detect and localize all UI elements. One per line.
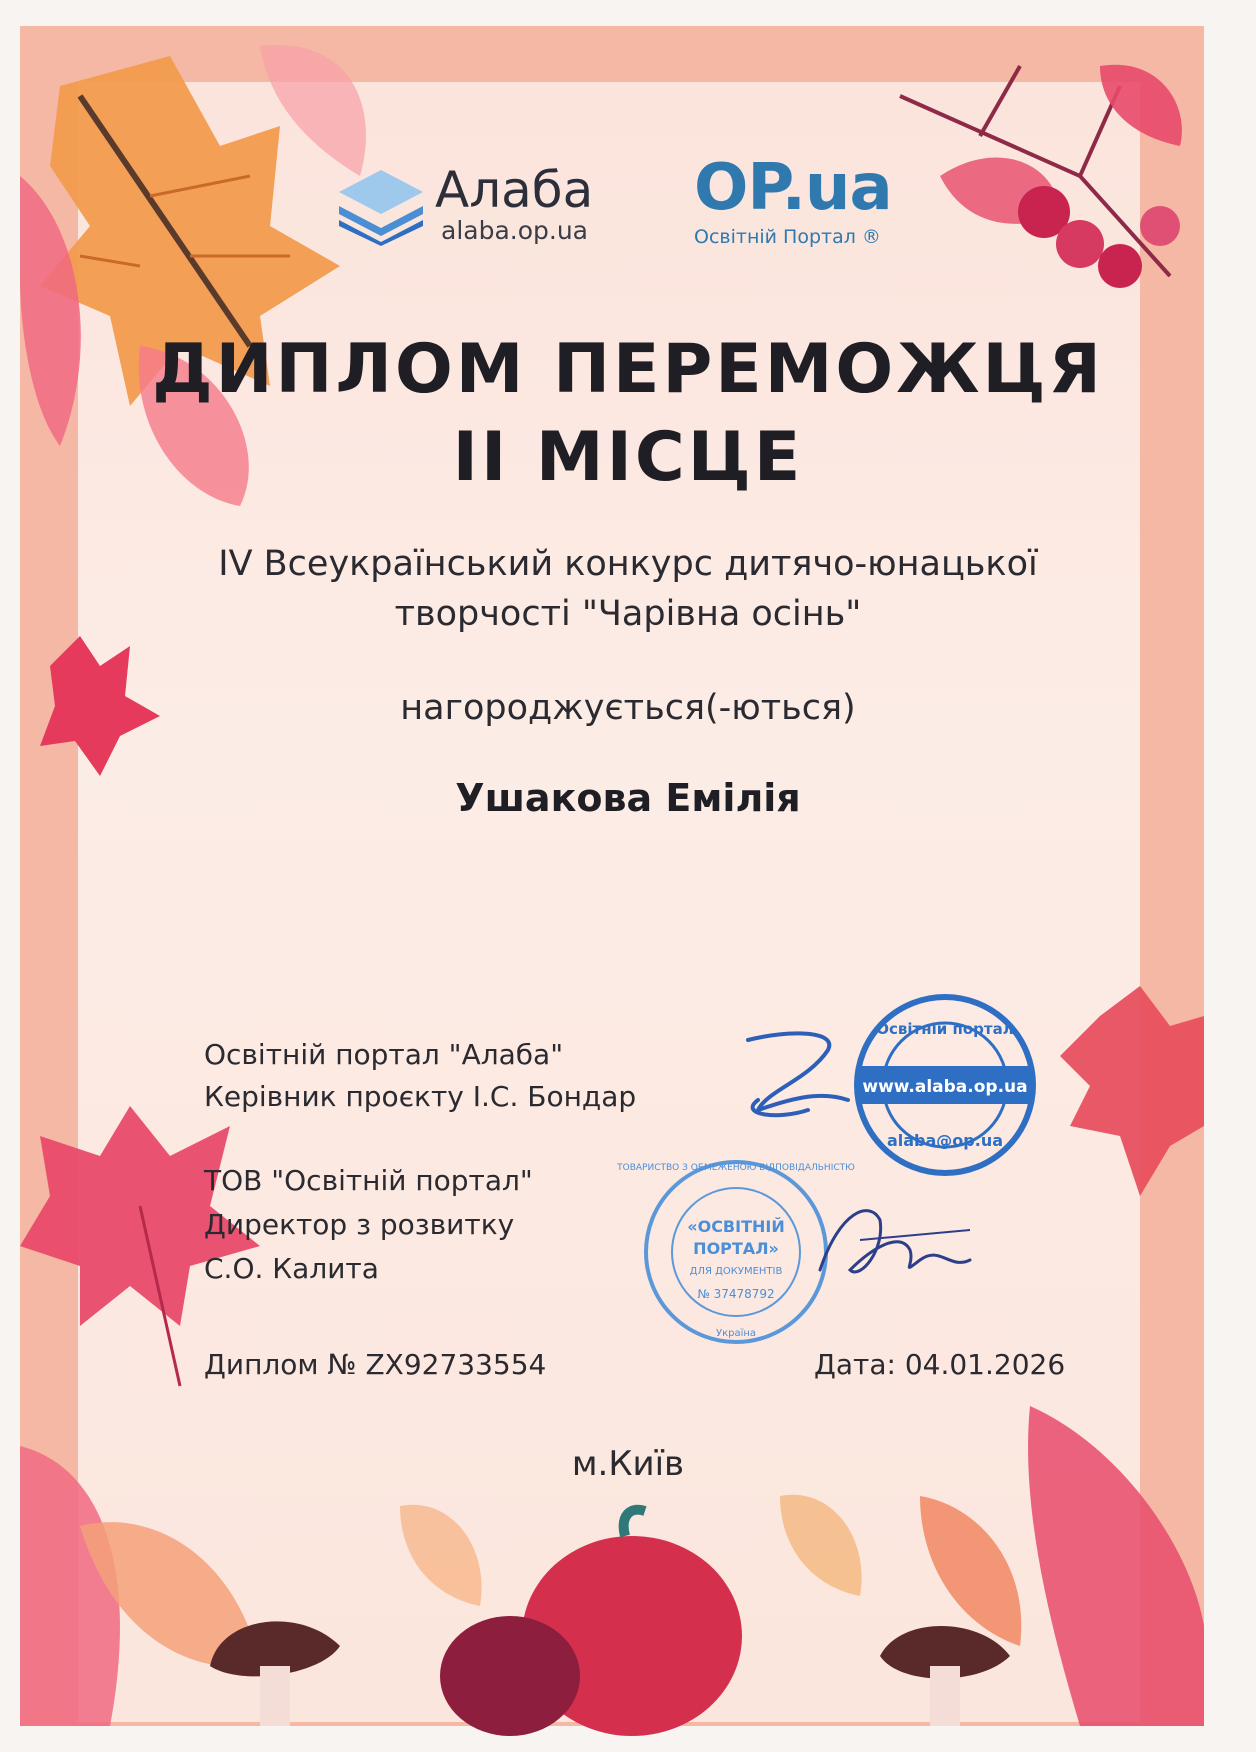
award-text: нагороджується(-ються) — [400, 688, 856, 728]
city: м.Київ — [571, 1444, 685, 1484]
stamp2-code: № 37478792 — [697, 1287, 775, 1301]
stamp2-center-3: ДЛЯ ДОКУМЕНТІВ — [689, 1266, 783, 1277]
berry-branch-icon — [900, 65, 1182, 288]
place-title: II МІСЦЕ — [452, 418, 804, 497]
layers-icon — [333, 166, 429, 246]
stamp1-top: Освітній портал — [876, 1020, 1014, 1038]
alaba-logo — [333, 160, 623, 250]
contest-line-2: творчості "Чарівна осінь" — [394, 594, 862, 634]
alaba-name: Алаба — [435, 161, 594, 219]
stamp2-center-2: ПОРТАЛ» — [693, 1239, 779, 1258]
diploma-title: ДИПЛОМ ПЕРЕМОЖЦЯ — [152, 330, 1104, 409]
winner-name: Ушакова Емілія — [455, 776, 801, 820]
signature-1-icon — [728, 1020, 868, 1130]
stamp1-bottom: alaba@op.ua — [886, 1131, 1004, 1150]
stamp-alaba-icon — [850, 990, 1040, 1180]
op-subtitle: Освітній Портал ® — [694, 226, 881, 248]
op-logo — [694, 150, 904, 260]
diploma-number: Диплом № ZX92733554 — [204, 1348, 547, 1381]
org1-head: Керівник проєкту І.С. Бондар — [204, 1080, 637, 1113]
op-name: OP.ua — [694, 151, 892, 225]
stamp2-ring: ТОВАРИСТВО З ОБМЕЖЕНОЮ ВІДПОВІДАЛЬНІСТЮ — [617, 1163, 855, 1173]
contest-line-1: IV Всеукраїнський конкурс дитячо-юнацької — [218, 544, 1038, 584]
stamp2-center-1: «ОСВІТНІЙ — [687, 1217, 785, 1236]
maple-leaf-icon — [20, 1106, 260, 1386]
org2-person: С.О. Калита — [204, 1252, 379, 1285]
signature-2-icon — [800, 1190, 980, 1300]
stamp2-country: Україна — [715, 1328, 757, 1339]
diploma-date: Дата: 04.01.2026 — [814, 1348, 1066, 1381]
org1-name: Освітній портал "Алаба" — [204, 1038, 564, 1071]
alaba-url: alaba.op.ua — [441, 216, 588, 245]
maple-leaf-icon — [1060, 986, 1204, 1196]
org2-name: ТОВ "Освітній портал" — [204, 1164, 533, 1197]
org2-position: Директор з розвитку — [204, 1208, 515, 1241]
stamp1-center: www.alaba.op.ua — [862, 1077, 1028, 1097]
